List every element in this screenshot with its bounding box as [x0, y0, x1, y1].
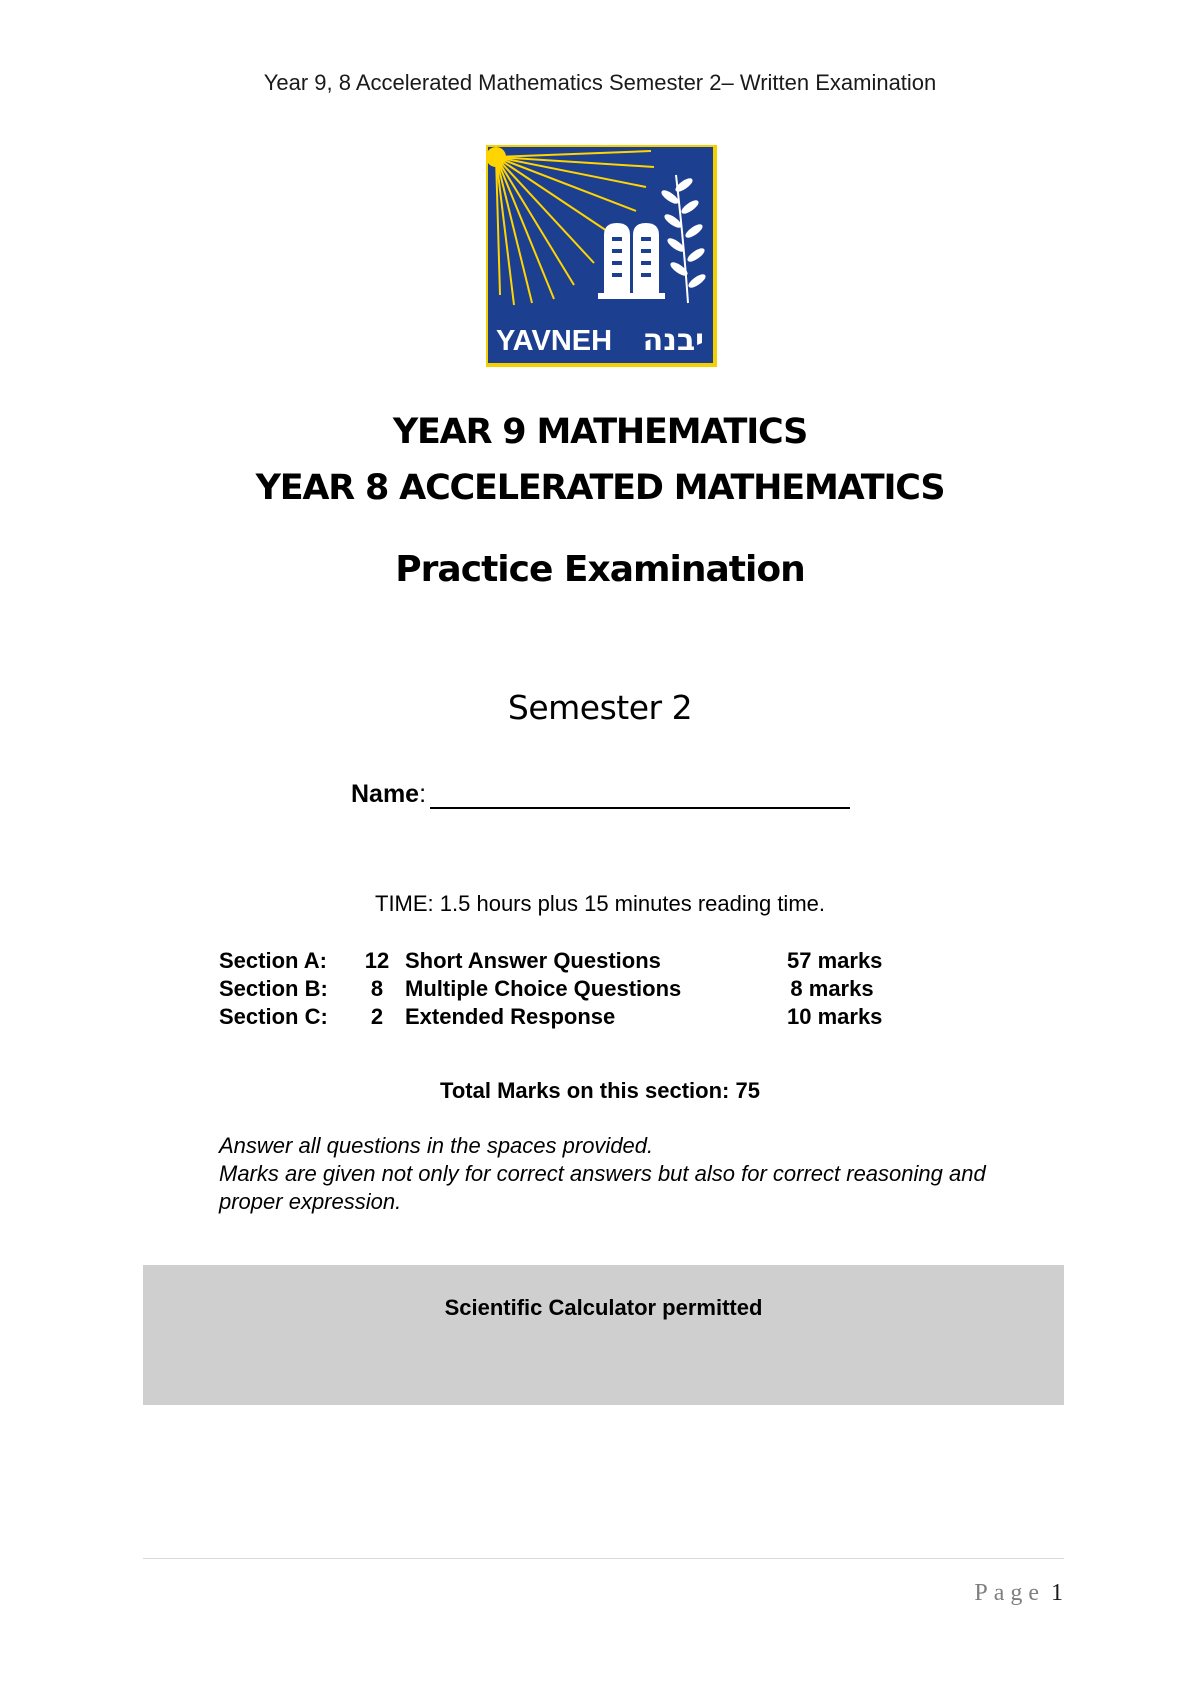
name-row: [351, 780, 850, 809]
name-label: Name: [351, 780, 420, 808]
yavneh-logo: [486, 145, 717, 367]
instruction-line: Answer all questions in the spaces provided.: [219, 1133, 654, 1158]
section-row: [219, 1004, 939, 1032]
section-count: 12: [364, 948, 390, 973]
sections-table: [219, 948, 939, 1032]
semester: Semester 2: [507, 688, 693, 727]
subtitle: Practice Examination: [395, 549, 805, 590]
section-description: Short Answer Questions: [405, 948, 661, 973]
section-count: 2: [370, 1004, 384, 1029]
page-word: Page: [974, 1580, 1045, 1606]
section-label: Section B:: [219, 976, 328, 1001]
title-year8: YEAR 8 ACCELERATED MATHEMATICS: [255, 468, 945, 508]
name-separator: :: [419, 780, 427, 808]
section-count: 8: [370, 976, 384, 1001]
page-digit: 1: [1051, 1580, 1063, 1606]
instructions: [219, 1132, 1039, 1216]
name-field[interactable]: [430, 783, 850, 809]
footer-divider: [143, 1558, 1064, 1559]
running-header: Year 9, 8 Accelerated Mathematics Semester 2– Written Examination: [263, 70, 937, 95]
section-description: Multiple Choice Questions: [405, 976, 682, 1001]
section-label: Section A:: [219, 948, 327, 973]
section-marks: 10 marks: [787, 1004, 883, 1029]
total-marks: Total Marks on this section: 75: [440, 1078, 760, 1103]
section-marks: 8 marks: [790, 976, 874, 1001]
calculator-note: Scientific Calculator permitted: [444, 1295, 763, 1320]
section-marks: 57 marks: [787, 948, 883, 973]
section-description: Extended Response: [405, 1004, 616, 1029]
logo-text: YAVNEH: [496, 325, 613, 357]
page-number: [974, 1580, 1063, 1607]
sun-icon: [486, 147, 506, 167]
section-row: [219, 976, 939, 1004]
title-year9: YEAR 9 MATHEMATICS: [392, 412, 808, 452]
section-label: Section C:: [219, 1004, 328, 1029]
instruction-line: Marks are given not only for correct answers but also for correct reasoning and proper expression.: [219, 1161, 986, 1214]
logo-hebrew-text: יבנה: [642, 323, 704, 358]
section-row: [219, 948, 939, 976]
time-text: TIME: 1.5 hours plus 15 minutes reading time.: [375, 891, 825, 916]
calculator-box: [143, 1265, 1064, 1405]
